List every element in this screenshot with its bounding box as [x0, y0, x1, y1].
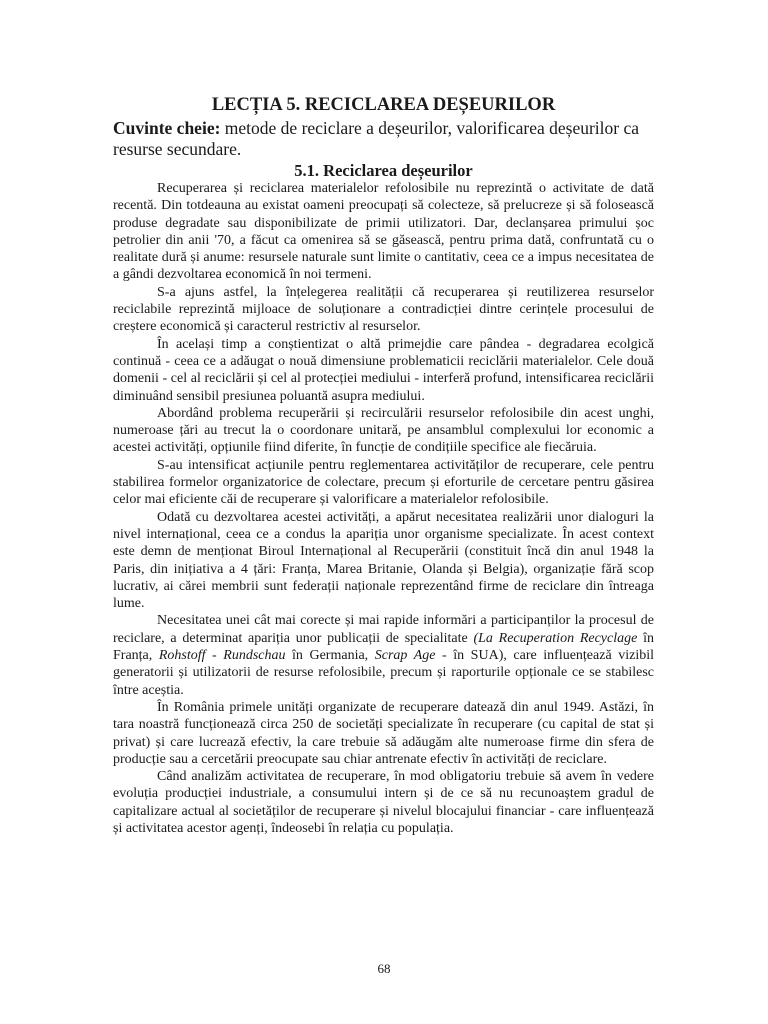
paragraph-6: Odată cu dezvoltarea acestei activități, a apărut necesitatea realizării unor dialoguri la nivel internațional, ceea ce a condus la apariția unor organisme specializate. În acest context este demn de menționat Biroul Internațional al Recuperării (constituit încă din anul 1948 la Paris, din inițiativa a 4 țări: Franța, Marea Britanie, Olanda și Belgia), organizație fără scop lucrativ, ai cărei membrii sunt federații naționale reprezentând firme de reciclare din întreaga lume.: [113, 509, 654, 612]
section-title: 5.1. Reciclarea deșeurilor: [294, 161, 473, 180]
paragraph-5: S-au intensificat acțiunile pentru reglementarea activităților de recuperare, cele pentru stabilirea formelor organizatorice de colectare, precum și eforturile de cercetare pentru găsirea celor mai eficiente căi de recuperare și valorificare a materialelor refolosibile.: [113, 457, 654, 508]
keywords-text: metode de reciclare a deșeurilor, valorificarea deșeurilor ca resurse secundare.: [113, 118, 639, 159]
paragraph-3: În același timp a conștientizat o altă primejdie care pândea - degradarea ecolgică continuă - ceea ce a adăugat o nouă dimensiune problematicii reciclării materialelor. Cele două domenii - cel al reciclării și cel al protecției mediului - interferă profund, intensificarea reciclării diminuând sensibil presiunea poluantă asupra mediului.: [113, 336, 654, 404]
paragraph-7-text-2: în Franța,: [113, 630, 654, 664]
paragraph-1: Recuperarea și reciclarea materialelor refolosibile nu reprezintă o activitate de dată recentă. Din totdeauna au existat oameni preocupați să colecteze, să prelucreze și să folosească produse degradate sau disponibilizate de primii utilizatori. Dar, declanșarea primului șoc petrolier din anii '70, a făcut ca omenirea să se găsească, pentru prima dată, confruntată cu o realitate dură și anume: resursele naturale sunt limite o cantitativ, ceea ce a impus necesitatea de a gândi dezvoltarea economică în noi termeni.: [113, 181, 654, 283]
paragraph-2: S-a ajuns astfel, la înțelegerea realității că recuperarea și reutilizerea resurselor reciclabile reprezintă mijloace de soluționare a contradicției dintre cerințele procesului de creștere economică și caracterul restrictiv al resurselor.: [113, 284, 654, 335]
paragraph-7-text-4: - în SUA), care influențează vizibil generatorii și utilizatorii de resurse refolosibile, precum și raporturile opționale ce se stabilesc între aceștia.: [113, 648, 654, 698]
keywords-label: Cuvinte cheie:: [113, 118, 221, 138]
keywords-line: [113, 118, 654, 160]
lesson-title: LECȚIA 5. RECICLAREA DEȘEURILOR: [211, 95, 556, 115]
paragraph-9: Când analizăm activitatea de recuperare, în mod obligatoriu trebuie să avem în vedere evoluția producției industriale, a consumului intern și de ce să nu recunoaștem gradul de capitalizare actual al societăților de recuperare și nivelul blocajului financiar - care influențează și activitatea acestor agenți, îndeosebi în relația cu populația.: [113, 769, 654, 836]
paragraph-7-text-1: Necesitatea unei cât mai corecte și mai rapide informări a participanților la procesul de reciclare, a determinat apariția unor publicații de specialitate: [113, 613, 654, 646]
page-content: [113, 94, 654, 837]
publication-title-2: Rohstoff - Rundschau: [158, 648, 286, 664]
paragraph-7-text-3: în Germania,: [285, 648, 375, 664]
page-number: 68: [377, 961, 391, 976]
paragraph-4: Abordând problema recuperării și recirculării resurselor refolosibile din acest unghi, numeroase țări au trecut la o coordonare unitară, pe ansamblul complexului lor economic a acestei activități, opțiunile fiind diferite, în funcție de condițiile specifice ale fiecăruia.: [113, 405, 654, 456]
paragraph-7: [113, 612, 654, 698]
publication-title-1: (La Recuperation Recyclage: [473, 630, 638, 646]
publication-title-3: Scrap Age: [374, 648, 436, 664]
paragraph-8: În România primele unități organizate de recuperare datează din anul 1949. Astăzi, în tara noastră funcționează circa 250 de societăți specializate în recuperare (cu capital de stat și privat) și care lucrează efectiv, la care trebuie să adăugăm alte numeroase firme din sfera de producție sau a cercetării preocupate sau chiar antrenate efectiv în activități de reciclare.: [113, 699, 654, 767]
